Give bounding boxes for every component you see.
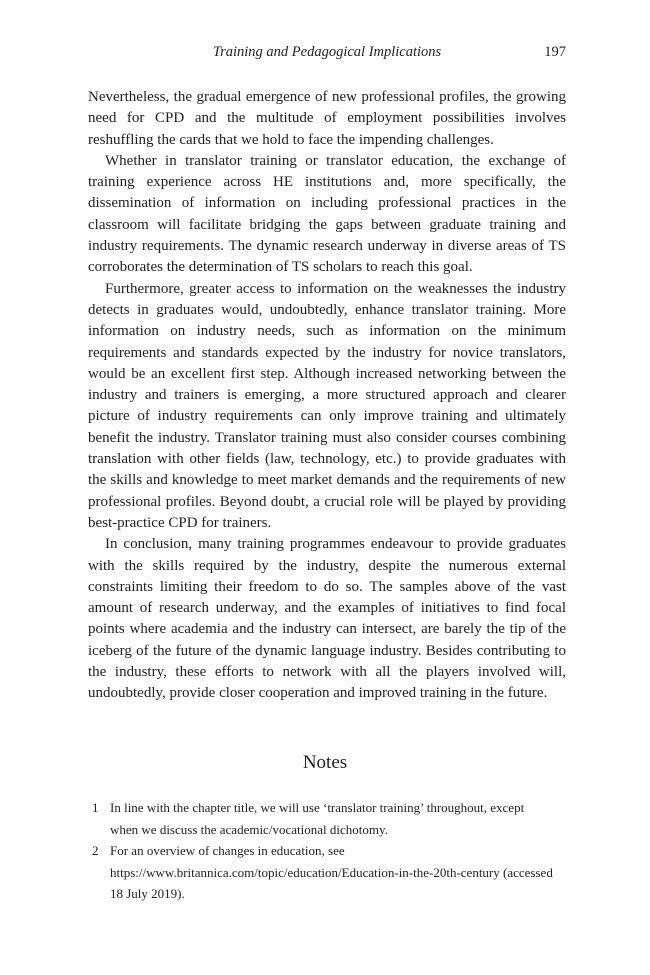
notes-list (92, 797, 554, 905)
paragraph: Whether in translator training or translator education, the exchange of training experience across HE institutions and, more specifically, the dissemination of information on including professional practices in the classroom will facilitate bridging the gaps between graduate training and industry requirements. The dynamic research underway in diverse areas of TS corroborates the determination of TS scholars to reach this goal. (88, 152, 566, 276)
note-number: 2 (92, 843, 99, 858)
paragraph: Nevertheless, the gradual emergence of new professional profiles, the growing need for CPD and the multitude of employment possibilities involves reshuffling the cards that we hold to face the impending challenges. (88, 89, 566, 148)
note-item (92, 797, 554, 840)
running-head (88, 44, 566, 64)
notes-heading: Notes (302, 752, 348, 773)
note-text: For an overview of changes in education, see https://www.britannica.com/topic/education/Education-in-the-20th-century (accessed 18 July 2019). (110, 843, 553, 901)
note-item (92, 840, 554, 905)
note-number: 1 (92, 800, 99, 815)
running-head-title: Training and Pedagogical Implications (212, 44, 442, 60)
page-number: 197 (544, 44, 566, 60)
body-text (88, 87, 566, 705)
note-text: In line with the chapter title, we will use ‘translator training’ throughout, except when we discuss the academic/vocational dichotomy. (110, 800, 525, 837)
paragraph: In conclusion, many training programmes endeavour to provide graduates with the skills required by the industry, despite the numerous external constraints limiting their freedom to do so. The samples above of the vast amount of research underway, and the examples of initiatives to find focal points where academia and the industry can intersect, are barely the tip of the iceberg of the future of the dynamic language industry. Besides contributing to the industry, these efforts to network with all the players involved will, undoubtedly, provide closer cooperation and improved training in the future. (88, 536, 566, 702)
paragraph: Furthermore, greater access to information on the weaknesses the industry detects in graduates would, undoubtedly, enhance translator training. More information on industry needs, such as information on the minimum requirements and standards expected by the industry for novice translators, would be an excellent first step. Although increased networking between the industry and trainers is emerging, a more structured approach and clearer picture of industry requirements can only improve training and ultimately benefit the industry. Translator training must also consider courses combining translation with other fields (law, technology, etc.) to provide graduates with the skills and knowledge to meet market demands and the requirements of new professional profiles. Beyond doubt, a crucial role will be played by providing best-practice CPD for trainers. (88, 280, 566, 531)
